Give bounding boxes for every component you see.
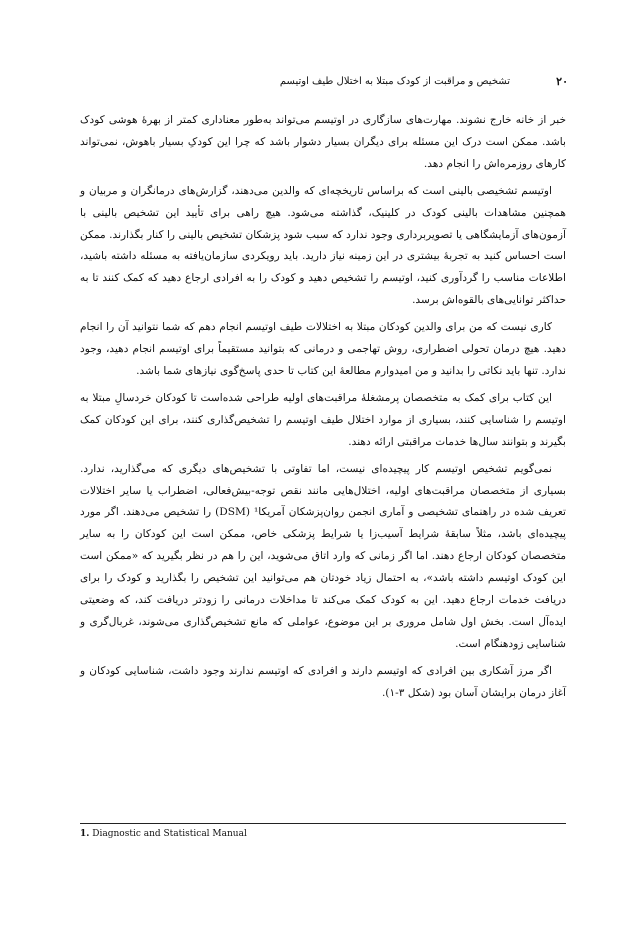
footnote-divider <box>80 823 566 824</box>
body-text <box>80 110 566 710</box>
page-number: ۲۰ <box>556 75 568 88</box>
paragraph: خبر از خانه خارج نشوند. مهارت‌های سازگاری در اوتیسم می‌تواند به‌طور معناداری کمتر از بهرهٔ هوشی کودک باشد. ممکن است درک این مسئله برای دیگران بسیار دشوار باشد که چرا این کودکِ بسیار باهوش، نمی‌تواند کارهای روزمره‌اش را انجام دهد. <box>80 114 566 170</box>
paragraph: نمی‌گویم تشخیص اوتیسم کار پیچیده‌ای نیست، اما تفاوتی با تشخیص‌های دیگری که می‌گذارید، ندارد. بسیاری از متخصصان مراقبت‌های اولیه، اختلال‌هایی مانند نقص توجه-بیش‌فعالی، اضطراب یا سایر اختلالات تعریف شده در راهنمای تشخیصی و آماری انجمن روان‌پزشکان آمریکا¹ (DSM) را تشخیص می‌دهند. اگر مورد پیچیده‌ای باشد، مثلاً سابقهٔ شرایط آسیب‌زا یا شرایط پزشکی خاص، ممکن است این کودکان را به سایر متخصصان کودکان ارجاع دهند. اما اگر زمانی که وارد اتاق می‌شوید، این را هم در نظر بگیرید که «ممکن است این کودک اوتیسم داشته باشد»، به احتمال زیاد خودتان هم می‌توانید این تشخیص را بگذارید و کودک را برای دریافت خدمات ارجاع دهید. این به کودک کمک می‌کند تا مداخلات درمانی را زودتر دریافت کند، که وضعیتی ایده‌آل است. بخش اول شامل مروری بر این موضوع، عواملی که مانع تشخیص‌گذاری می‌شوند، غربال‌گری و شناسایی زودهنگام است. <box>80 462 566 650</box>
paragraph: اوتیسم تشخیصی بالینی است که براساس تاریخچه‌ای که والدین می‌دهند، گزارش‌های درمانگران و مربیان و همچنین مشاهدات بالینی کودک در کلینیک، گذاشته می‌شود. هیچ راهی برای تأیید این تشخیص بالینی با آزمون‌های آزمایشگاهی یا تصویربرداری وجود ندارد که سبب شود پزشکان تشخیص بالینی را کنار بگذارند. ممکن است احساس کنید به تجربهٔ بیشتری در این زمینه نیاز دارید. باید رویکردی سازمان‌یافته به مسئله داشته باشید، اطلاعات مناسب را گردآوری کنید، اوتیسم را تشخیص دهید و کودک را به افرادی ارجاع دهید که کمک کنند تا به حداکثر توانایی‌های بالقوه‌اش برسد. <box>80 184 566 307</box>
running-header <box>78 74 568 90</box>
paragraph: این کتاب برای کمک به متخصصان پرمشغلهٔ مراقبت‌های اولیه طراحی شده‌است تا کودکان خردسالِ مبتلا به اوتیسم را شناسایی کنند، بسیاری از موارد اختلال طیف اوتیسم را تشخیص‌گذاری کنند، برای این کودکان کمک بگیرند و بتوانند سال‌ها خدمات مراقبتی ارائه دهند. <box>80 391 566 448</box>
footnote-text: Diagnostic and Statistical Manual <box>92 829 247 839</box>
paragraph: اگر مرز آشکاری بین افرادی که اوتیسم دارند و افرادی که اوتیسم ندارند وجود داشت، شناسایی کودکان و آغاز درمان برایشان آسان بود (شکل ۳-۱). <box>80 664 566 699</box>
paragraph: کاری نیست که من برای والدین کودکان مبتلا به اختلالات طیف اوتیسم انجام دهم که شما نتوانید آن را انجام دهید. هیچ درمان تحولی اضطراری، روش تهاجمی و درمانی که بتوانید مستقیماً برای اوتیسم انجام دهید، وجود ندارد. تنها باید نکاتی را بدانید و من امیدوارم مطالعهٔ این کتاب تا حدی پاسخ‌گوی نیازهای شما باشد. <box>80 321 566 377</box>
running-header-title: تشخیص و مراقبت از کودک مبتلا به اختلال طیف اوتیسم <box>279 76 510 87</box>
footnote <box>80 828 247 840</box>
footnote-number: 1. <box>80 829 90 839</box>
